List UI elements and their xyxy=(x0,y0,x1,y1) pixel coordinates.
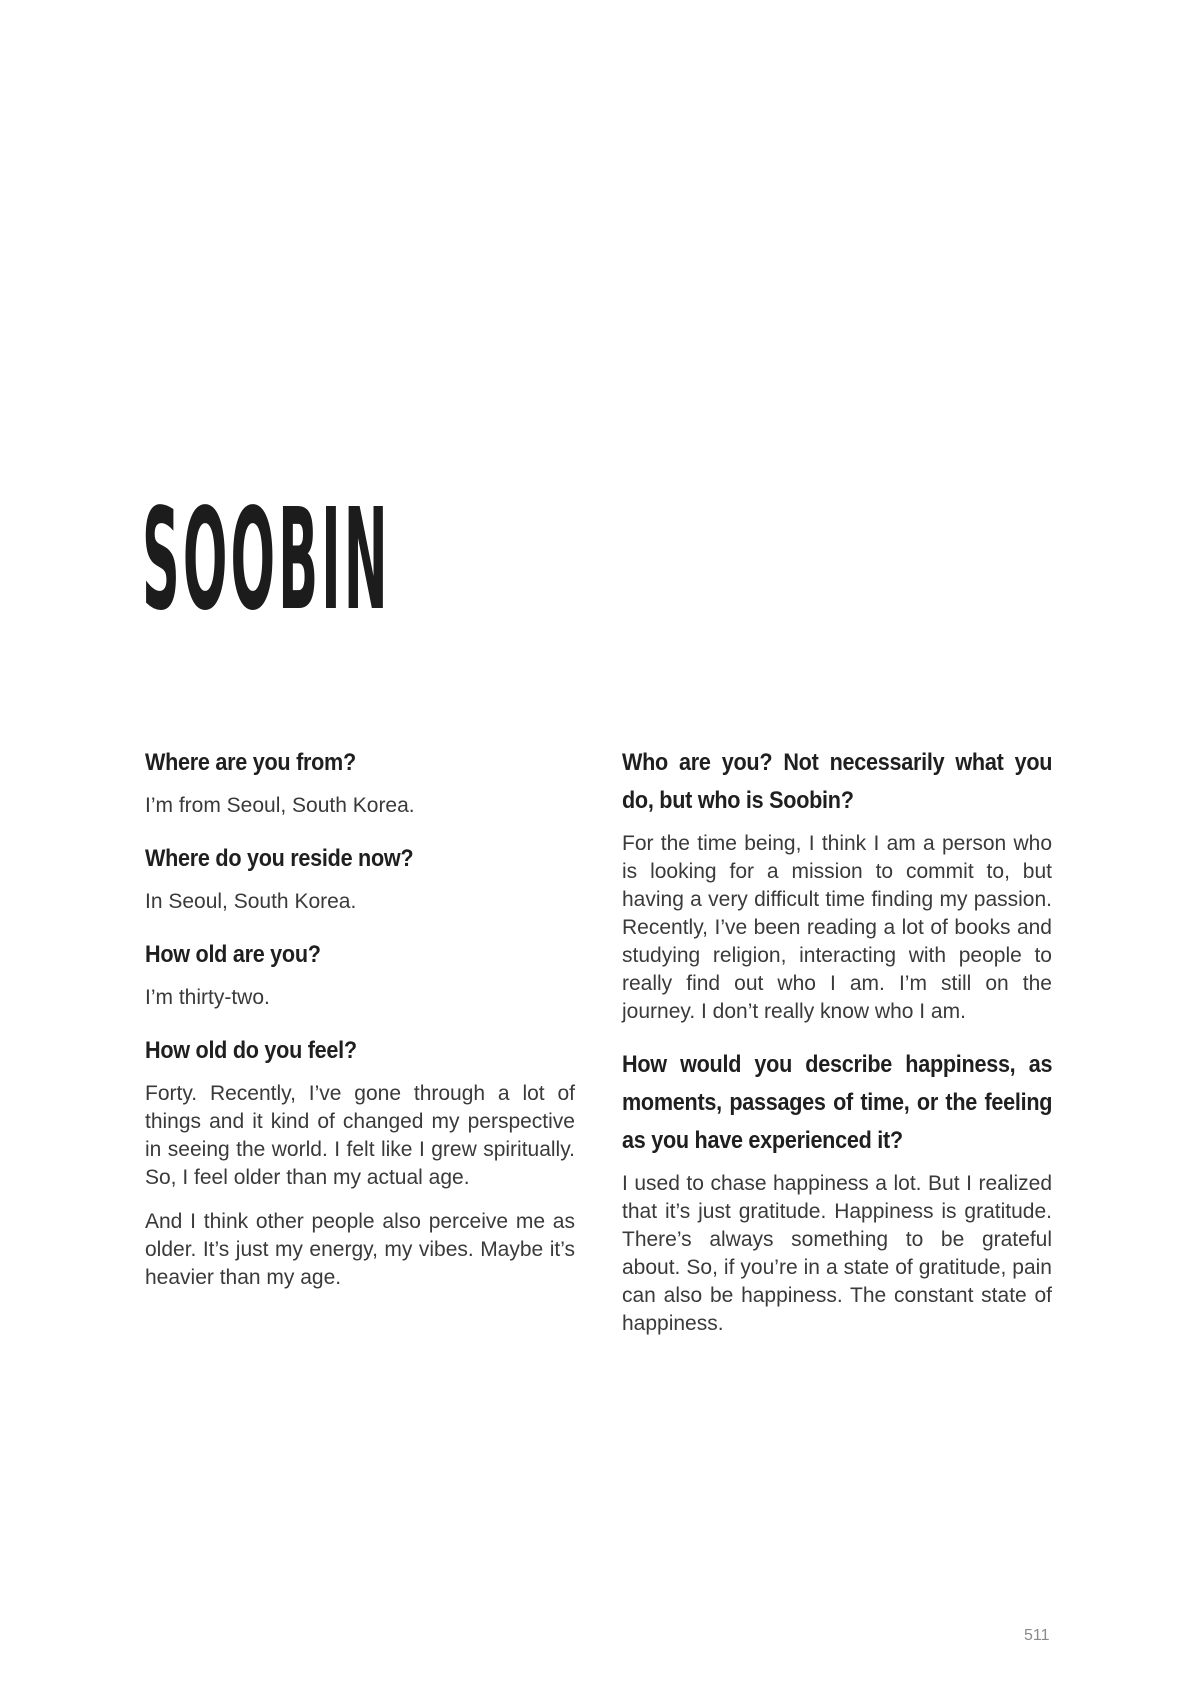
question-who-are-you: Who are you? Not necessarily what you do, but who is Soobin? xyxy=(622,749,1053,814)
answer-where-from: I’m from Seoul, South Korea. xyxy=(145,794,415,817)
answer-who-are-you: For the time being, I think I am a person who is looking for a mission to commit to, but having a very difficult time finding my passion. Recently, I’ve been reading a lot of books and studying religion, interacting with people to really find out who I am. I’m still on the journey. I don’t really know who I am. xyxy=(622,832,1052,1023)
question-reside-now: Where do you reside now? xyxy=(145,845,414,872)
question-how-old-feel: How old do you feel? xyxy=(145,1037,357,1064)
answer-how-old-feel-paragraph-1: Forty. Recently, I’ve gone through a lot of things and it kind of changed my perspective in seeing the world. I felt like I grew spiritually. So, I feel older than my actual age. xyxy=(145,1082,575,1189)
left-column xyxy=(145,744,575,1312)
question-where-from: Where are you from? xyxy=(145,749,356,776)
answer-how-old-feel-paragraph-2: And I think other people also perceive me as older. It’s just my energy, my vibes. Maybe it’s heavier than my age. xyxy=(145,1210,575,1289)
page-number: 511 xyxy=(1024,1627,1050,1644)
page-title: SOOBIN xyxy=(142,479,391,642)
question-how-old: How old are you? xyxy=(145,941,321,968)
question-happiness: How would you describe happiness, as moments, passages of time, or the feeling as you have experienced it? xyxy=(622,1051,1053,1154)
answer-happiness: I used to chase happiness a lot. But I realized that it’s just gratitude. Happiness is gratitude. There’s always something to be grateful about. So, if you’re in a state of gratitude, pain can also be happiness. The constant state of happiness. xyxy=(622,1172,1052,1335)
answer-reside-now: In Seoul, South Korea. xyxy=(145,890,357,913)
right-column xyxy=(622,744,1052,1358)
answer-how-old: I’m thirty-two. xyxy=(145,986,270,1009)
